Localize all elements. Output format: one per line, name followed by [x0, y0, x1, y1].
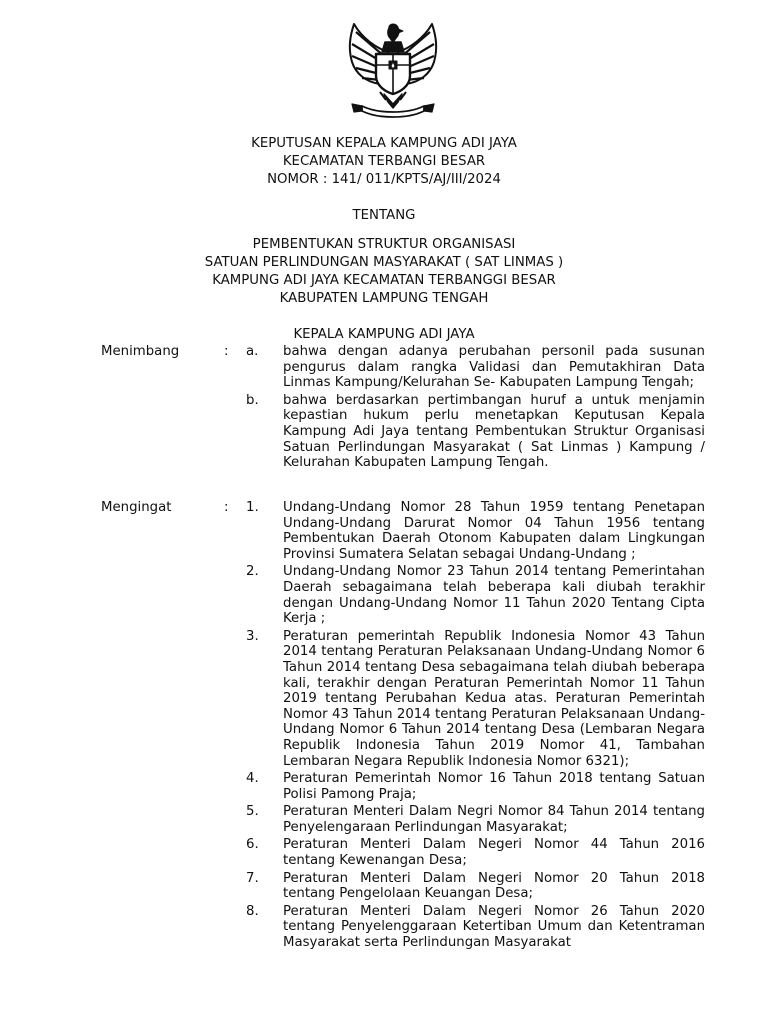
decree-district: KECAMATAN TERBANGI BESAR	[282, 154, 486, 169]
garuda-emblem-icon	[340, 18, 446, 120]
list-item	[246, 904, 705, 951]
decree-subject	[0, 236, 768, 308]
list-item	[246, 871, 705, 902]
decree-number: NOMOR : 141/ 011/KPTS/AJ/III/2024	[267, 172, 501, 187]
mengingat-colon: :	[224, 500, 229, 515]
item-text: bahwa berdasarkan pertimbangan huruf a untuk menjamin kepastian hukum perlu menetapkan Keputusan Kepala Kampung Adi Jaya tentang Pembentukan Struktur Organisasi Satuan Perlindungan Masyarakat ( Sat Linmas ) Kampung / Kelurahan Kabupaten Lampung Tengah.	[283, 392, 705, 471]
menimbang-label: Menimbang	[101, 344, 180, 359]
menimbang-list	[246, 344, 705, 473]
list-item	[246, 393, 705, 471]
item-marker: 1.	[246, 500, 259, 515]
item-marker: a.	[246, 344, 259, 359]
item-marker: 5.	[246, 804, 259, 820]
tentang-heading: TENTANG	[352, 208, 416, 223]
list-item	[246, 629, 705, 769]
list-item	[246, 771, 705, 802]
item-marker: 2.	[246, 564, 259, 580]
mengingat-list	[246, 500, 705, 953]
official-title: KEPALA KAMPUNG ADI JAYA	[293, 327, 475, 342]
list-item	[246, 837, 705, 868]
list-item	[246, 804, 705, 835]
subject-line: PEMBENTUKAN STRUKTUR ORGANISASI	[252, 237, 516, 252]
list-item	[246, 564, 705, 626]
item-marker: b.	[246, 392, 259, 408]
item-marker: 8.	[246, 903, 259, 919]
menimbang-colon: :	[224, 344, 229, 359]
item-marker: 4.	[246, 771, 259, 787]
item-marker: 6.	[246, 837, 259, 853]
list-item	[246, 344, 705, 391]
item-text: bahwa dengan adanya perubahan personil pada susunan pengurus dalam rangka Validasi dan Pemutakhiran Data Linmas Kampung/Kelurahan Se- Kabupaten Lampung Tengah;	[283, 344, 705, 391]
subject-line: KABUPATEN LAMPUNG TENGAH	[279, 291, 489, 306]
mengingat-label: Mengingat	[101, 500, 172, 515]
decree-title: KEPUTUSAN KEPALA KAMPUNG ADI JAYA	[251, 136, 517, 151]
subject-line: SATUAN PERLINDUNGAN MASYARAKAT ( SAT LINMAS )	[204, 255, 564, 270]
item-marker: 3.	[246, 628, 259, 644]
item-text: Undang-Undang Nomor 28 Tahun 1959 tentang Penetapan Undang-Undang Darurat Nomor 04 Tahun 1956 tentang Pembentukan Daerah Otonom Kabupaten dalam Lingkungan Provinsi Sumatera Selatan sebagai Undang-Undang ;	[283, 500, 705, 562]
item-text: Peraturan Menteri Dalam Negri Nomor 84 Tahun 2014 tentang Penyelengaraan Perlindungan Masyarakat;	[283, 804, 705, 835]
item-text: Peraturan pemerintah Republik Indonesia Nomor 43 Tahun 2014 tentang Peraturan Pelaksanaan Undang-Undang Nomor 6 Tahun 2014 tentang Desa sebagaimana telah diubah beberapa kali, terakhir dengan Peraturan Pemerintah Nomor 11 Tahun 2019 tentang Perubahan Kedua atas. Peraturan Pemerintah Nomor 43 Tahun 2014 tentang Peraturan Pelaksanaan Undang-Undang Nomor 6 Tahun 2014 tentang Desa (Lembaran Negara Republik Indonesia Tahun 2019 Nomor 41, Tambahan Lembaran Negara Republik Indonesia Nomor 6321);	[283, 628, 705, 769]
item-marker: 7.	[246, 870, 259, 886]
item-text: Peraturan Menteri Dalam Negeri Nomor 20 Tahun 2018 tentang Pengelolaan Keuangan Desa;	[283, 870, 705, 902]
list-item	[246, 500, 705, 562]
subject-line: KAMPUNG ADI JAYA KECAMATAN TERBANGGI BESAR	[212, 273, 556, 288]
item-text: Peraturan Menteri Dalam Negeri Nomor 44 Tahun 2016 tentang Kewenangan Desa;	[283, 837, 705, 869]
item-text: Peraturan Menteri Dalam Negeri Nomor 26 Tahun 2020 tentang Penyelenggaraan Ketertiban Umum dan Ketentraman Masyarakat serta Perlindungan Masyarakat	[283, 903, 705, 951]
item-text: Peraturan Pemerintah Nomor 16 Tahun 2018 tentang Satuan Polisi Pamong Praja;	[283, 771, 705, 802]
item-text: Undang-Undang Nomor 23 Tahun 2014 tentang Pemerintahan Daerah sebagaimana telah beberapa kali diubah terakhir dengan Undang-Undang Nomor 11 Tahun 2020 Tentang Cipta Kerja ;	[283, 564, 705, 627]
decree-heading	[0, 135, 768, 189]
